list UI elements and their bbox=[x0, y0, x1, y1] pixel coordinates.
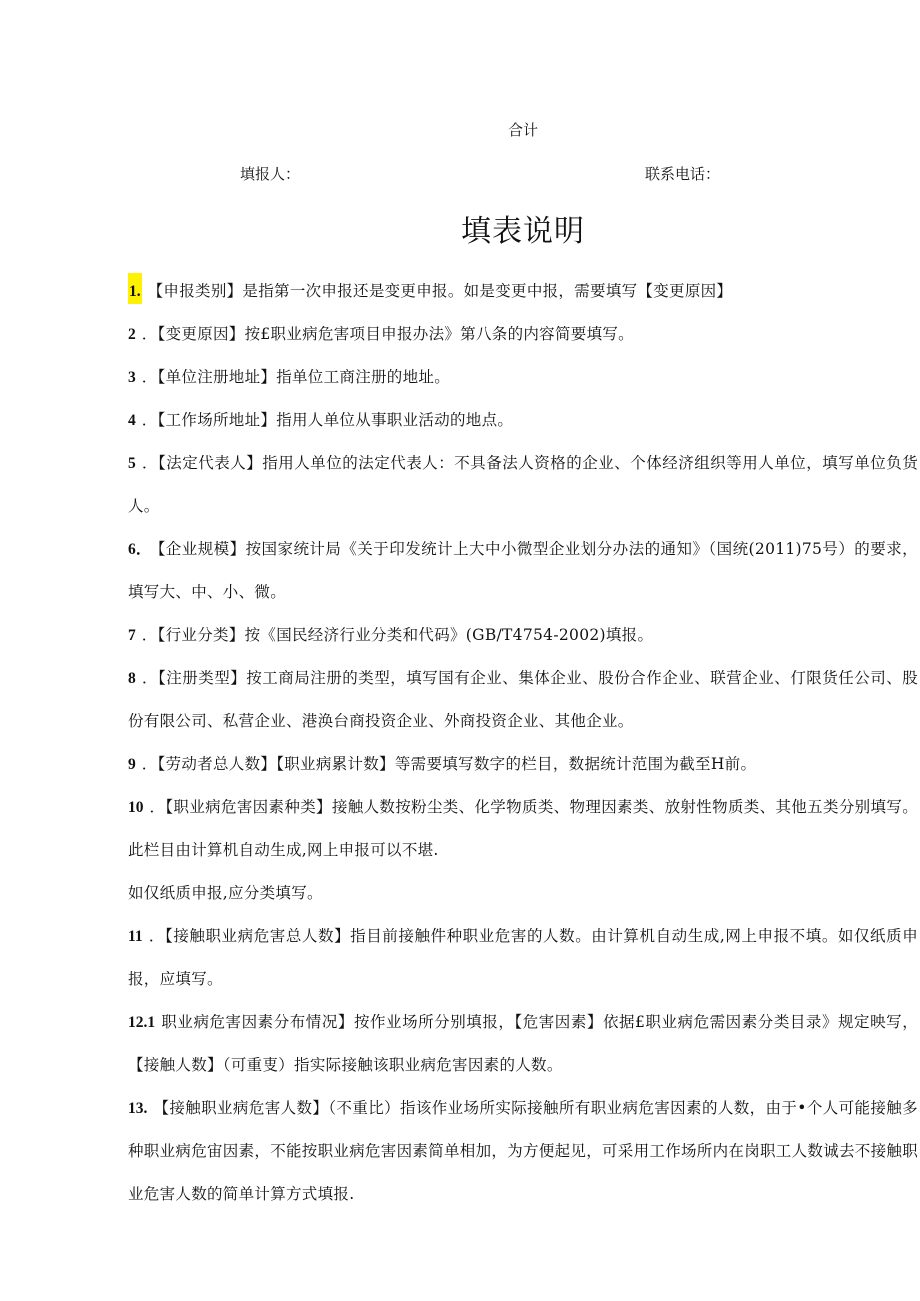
instructions-list bbox=[128, 270, 918, 1216]
note-text: ．【劳动者总人数】【职业病累计数】等需要填写数字的栏目，数据统计范围为截至H前。 bbox=[141, 755, 757, 773]
page-title: 填表说明 bbox=[461, 214, 585, 249]
note-text: ．【注册类型】按工商局注册的类型，填写国有企业、集体企业、股份合作企业、联营企业、仃限货任公司、股份有限公司、私营企业、港涣台商投资企业、外商投资企业、其他企业。 bbox=[128, 669, 918, 730]
filler-label: 填报人： bbox=[240, 165, 301, 183]
note-text: 如仅纸质申报,应分类填写。 bbox=[128, 884, 323, 902]
note-number: 4 bbox=[128, 412, 136, 429]
note-number: 9 bbox=[128, 756, 136, 773]
note-number: 1. bbox=[128, 273, 142, 304]
note-number: 2 bbox=[128, 326, 136, 343]
note-text: ．【单位注册地址】指单位工商注册的地址。 bbox=[141, 368, 451, 386]
note-item bbox=[128, 313, 918, 356]
note-item bbox=[128, 399, 918, 442]
note-number: 10 bbox=[128, 799, 144, 816]
note-text: ．【接触职业病危害总人数】指目前接触件种职业危害的人数。由计算机自动生成,网上申报不填。如仅纸质申报，应填写。 bbox=[128, 927, 918, 988]
note-text: 【接触职业病危害人数】（不重比）指该作业场所实际接触所有职业病危害因素的人数，由于•个人可能接触多种职业病危宙因素，不能按职业病危害因素简单相加，为方便起见，可采用工作场所内在岗职工人数诚去不接触职业危害人数的简单计算方式填报. bbox=[128, 1099, 919, 1203]
note-number: 11 bbox=[128, 928, 143, 945]
note-item bbox=[128, 356, 918, 399]
note-text: ．【法定代表人】指用人单位的法定代表人：不具备法人资格的企业、个体经济组织等用人单位，填写单位负货人。 bbox=[128, 454, 918, 515]
note-number: 5 bbox=[128, 455, 136, 472]
note-text: ．【职业病危害因素种类】接触人数按粉尘类、化学物质类、物理因素类、放射性物质类、其他五类分别填写。此栏目由计算机自动生成,网上申报可以不堪. bbox=[128, 798, 918, 859]
note-number: 3 bbox=[128, 369, 136, 386]
note-item bbox=[128, 442, 918, 528]
note-text: 【申报类别】是指第一次申报还是变更申报。如是变更中报，需要填写【变更原因】 bbox=[147, 282, 733, 300]
note-text: ．【行业分类】按《国民经济行业分类和代码》(GB/T4754-2002)填报。 bbox=[141, 626, 654, 644]
note-item bbox=[128, 915, 918, 1001]
note-text: ．【变更原因】按£职业病危害项目申报办法》第八条的内容简要填写。 bbox=[141, 325, 634, 343]
note-item bbox=[128, 270, 918, 313]
note-item bbox=[128, 786, 918, 872]
note-item bbox=[128, 1001, 918, 1087]
note-item bbox=[128, 657, 918, 743]
total-label: 合计 bbox=[507, 121, 538, 139]
note-text: 职业病危害因素分布情况】按作业场所分别填报，【危害因素】依据£职业病危需因素分类目录》规定映写，【接触人数】（可重叓）指实际接触该职业病危害因素的人数。 bbox=[128, 1013, 918, 1074]
note-item bbox=[128, 1087, 918, 1216]
note-text: 【企业规模】按国家统计局《关于印发统计上大中小微型企业划分办法的通知》（国统(2011)75号）的要求，填写大、中、小、微。 bbox=[128, 540, 918, 601]
note-number: 13. bbox=[128, 1100, 148, 1117]
note-number: 12.1 bbox=[128, 1014, 156, 1031]
note-number: 6． bbox=[128, 541, 152, 558]
note-item bbox=[128, 614, 918, 657]
note-item bbox=[128, 743, 918, 786]
phone-label: 联系电话： bbox=[645, 165, 721, 183]
note-number: 8 bbox=[128, 670, 136, 687]
note-item bbox=[128, 528, 918, 614]
note-number: 7 bbox=[128, 627, 136, 644]
note-text: ．【工作场所地址】指用人单位从事职业活动的地点。 bbox=[141, 411, 514, 429]
note-item-continuation bbox=[128, 872, 918, 915]
